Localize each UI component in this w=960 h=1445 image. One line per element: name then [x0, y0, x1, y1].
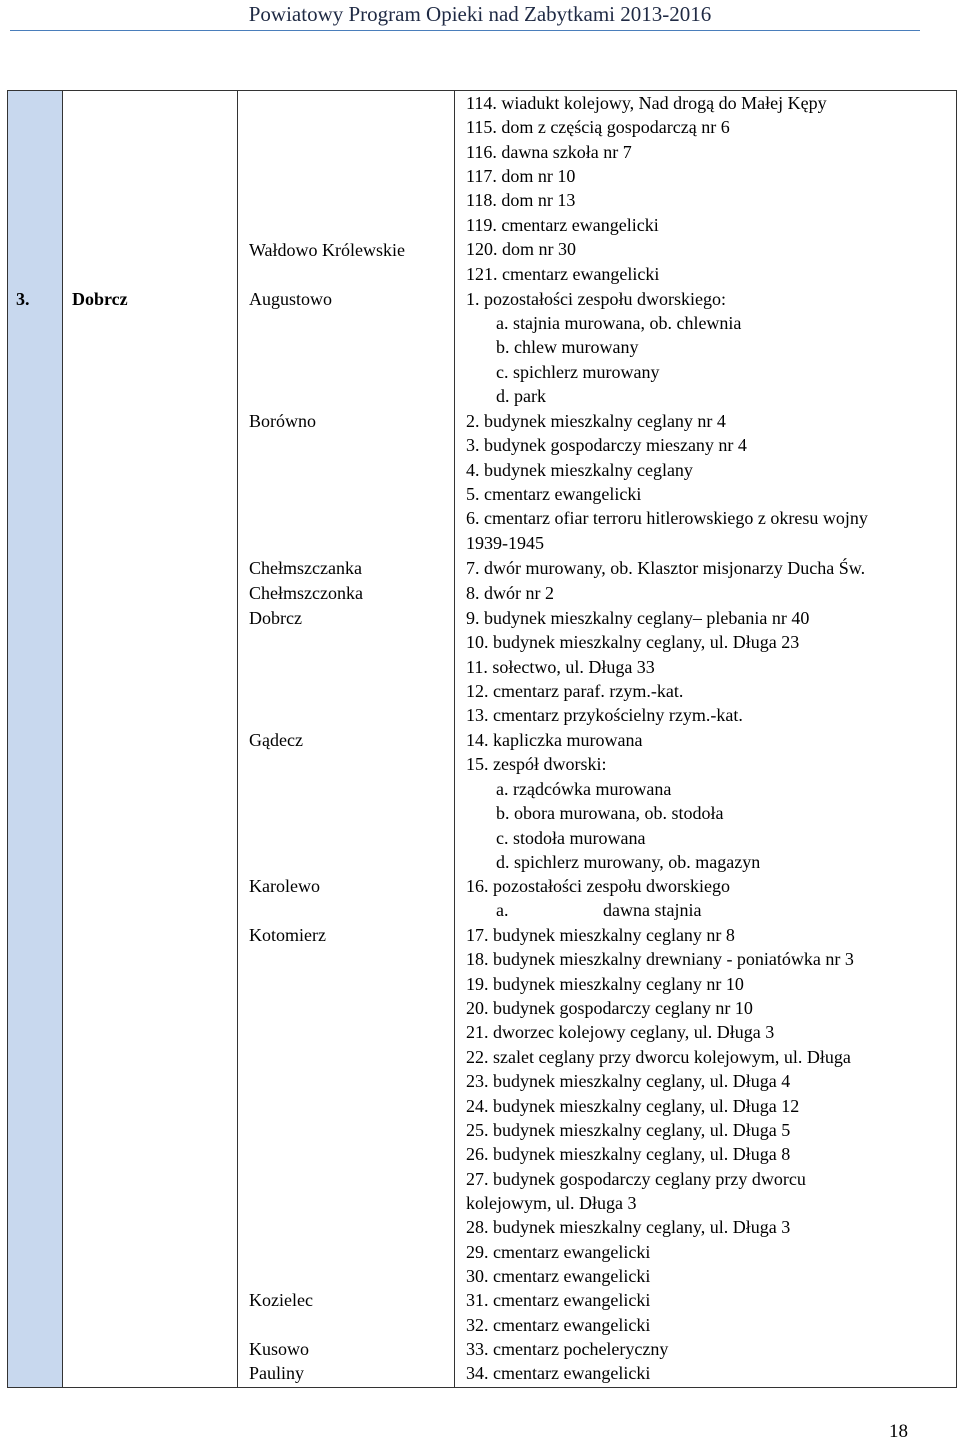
object-entry: 15. zespół dworski: [466, 754, 607, 774]
object-entry: 33. cmentarz pocheleryczny [466, 1339, 669, 1359]
object-entry: 32. cmentarz ewangelicki [466, 1315, 651, 1335]
object-entry: 115. dom z częścią gospodarczą nr 6 [466, 117, 730, 137]
object-entry: 10. budynek mieszkalny ceglany, ul. Długa 23 [466, 632, 800, 652]
object-entry: 28. budynek mieszkalny ceglany, ul. Długa 3 [466, 1217, 791, 1237]
object-entry: 7. dwór murowany, ob. Klasztor misjonarzy Ducha Św. [466, 558, 866, 578]
object-entry: 2. budynek mieszkalny ceglany nr 4 [466, 411, 726, 431]
object-entry: 24. budynek mieszkalny ceglany, ul. Długa 12 [466, 1096, 800, 1116]
object-entry: d. spichlerz murowany, ob. magazyn [496, 852, 761, 872]
object-entry: 34. cmentarz ewangelicki [466, 1363, 651, 1383]
object-entry: 23. budynek mieszkalny ceglany, ul. Długa 4 [466, 1071, 791, 1091]
page-header-title: Powiatowy Program Opieki nad Zabytkami 2013-2016 [248, 2, 712, 26]
column-divider-2 [454, 91, 455, 1387]
object-entry: 26. budynek mieszkalny ceglany, ul. Długa 8 [466, 1144, 791, 1164]
locality-karolewo: Karolewo [249, 876, 320, 896]
page-number: 18 [889, 1421, 908, 1442]
object-entry: a. [496, 900, 509, 920]
object-entry: 17. budynek mieszkalny ceglany nr 8 [466, 925, 735, 945]
object-entry: 5. cmentarz ewangelicki [466, 484, 642, 504]
object-entry: 1939-1945 [466, 533, 544, 553]
object-entry: 6. cmentarz ofiar terroru hitlerowskiego z okresu wojny [466, 508, 868, 528]
object-entry: 9. budynek mieszkalny ceglany– plebania nr 40 [466, 608, 810, 628]
object-entry: 114. wiadukt kolejowy, Nad drogą do Małej Kępy [466, 93, 827, 113]
object-entry: 13. cmentarz przykościelny rzym.-kat. [466, 705, 743, 725]
object-entry: c. spichlerz murowany [496, 362, 660, 382]
object-entry: 8. dwór nr 2 [466, 583, 554, 603]
object-entry: 11. sołectwo, ul. Długa 33 [466, 657, 655, 677]
object-entry: d. park [496, 386, 546, 406]
object-entry: b. chlew murowany [496, 337, 639, 357]
column-divider-1 [237, 91, 238, 1387]
municipality-name: Dobrcz [72, 289, 128, 309]
object-entry: kolejowym, ul. Długa 3 [466, 1193, 637, 1213]
locality-kusowo: Kusowo [249, 1339, 310, 1359]
object-entry: 22. szalet ceglany przy dworcu kolejowym, ul. Długa [466, 1047, 851, 1067]
locality-kozielec: Kozielec [249, 1290, 313, 1310]
object-entry: 18. budynek mieszkalny drewniany - poniatówka nr 3 [466, 949, 854, 969]
locality-gadecz: Gądecz [249, 730, 303, 750]
object-entry: 12. cmentarz paraf. rzym.-kat. [466, 681, 684, 701]
locality-pauliny: Pauliny [249, 1363, 305, 1383]
object-entry: 27. budynek gospodarczy ceglany przy dworcu [466, 1169, 806, 1189]
locality-dobrcz: Dobrcz [249, 608, 302, 628]
object-entry: 21. dworzec kolejowy ceglany, ul. Długa 3 [466, 1022, 775, 1042]
number-column-shading [8, 91, 63, 1387]
locality-borowno: Borówno [249, 411, 316, 431]
object-entry: 120. dom nr 30 [466, 239, 576, 259]
locality-chelmszczanka: Chełmszczanka [249, 558, 362, 578]
object-entry: a. stajnia murowana, ob. chlewnia [496, 313, 742, 333]
object-entry: 1. pozostałości zespołu dworskiego: [466, 289, 726, 309]
object-entry: 119. cmentarz ewangelicki [466, 215, 659, 235]
object-entry: 30. cmentarz ewangelicki [466, 1266, 651, 1286]
locality-chelmszczonka: Chełmszczonka [249, 583, 363, 603]
object-entry: 4. budynek mieszkalny ceglany [466, 460, 693, 480]
object-entry: 118. dom nr 13 [466, 190, 576, 210]
object-entry: 20. budynek gospodarczy ceglany nr 10 [466, 998, 753, 1018]
object-entry: c. stodoła murowana [496, 828, 646, 848]
object-entry: a. rządcówka murowana [496, 779, 672, 799]
object-entry: 19. budynek mieszkalny ceglany nr 10 [466, 974, 744, 994]
object-entry: 29. cmentarz ewangelicki [466, 1242, 651, 1262]
object-entry: b. obora murowana, ob. stodoła [496, 803, 724, 823]
locality-augustowo: Augustowo [249, 289, 333, 309]
locality-kotomierz: Kotomierz [249, 925, 326, 945]
object-entry: 16. pozostałości zespołu dworskiego [466, 876, 730, 896]
object-entry: 116. dawna szkoła nr 7 [466, 142, 632, 162]
object-entry: 25. budynek mieszkalny ceglany, ul. Długa 5 [466, 1120, 791, 1140]
locality-waldowo: Wałdowo Królewskie [249, 240, 406, 260]
object-entry: 31. cmentarz ewangelicki [466, 1290, 651, 1310]
object-entry: 117. dom nr 10 [466, 166, 576, 186]
object-entry: 3. budynek gospodarczy mieszany nr 4 [466, 435, 747, 455]
object-entry: 14. kapliczka murowana [466, 730, 643, 750]
row-number: 3. [16, 289, 30, 309]
header-divider [10, 30, 920, 31]
object-entry: dawna stajnia [603, 900, 702, 920]
object-entry: 121. cmentarz ewangelicki [466, 264, 660, 284]
